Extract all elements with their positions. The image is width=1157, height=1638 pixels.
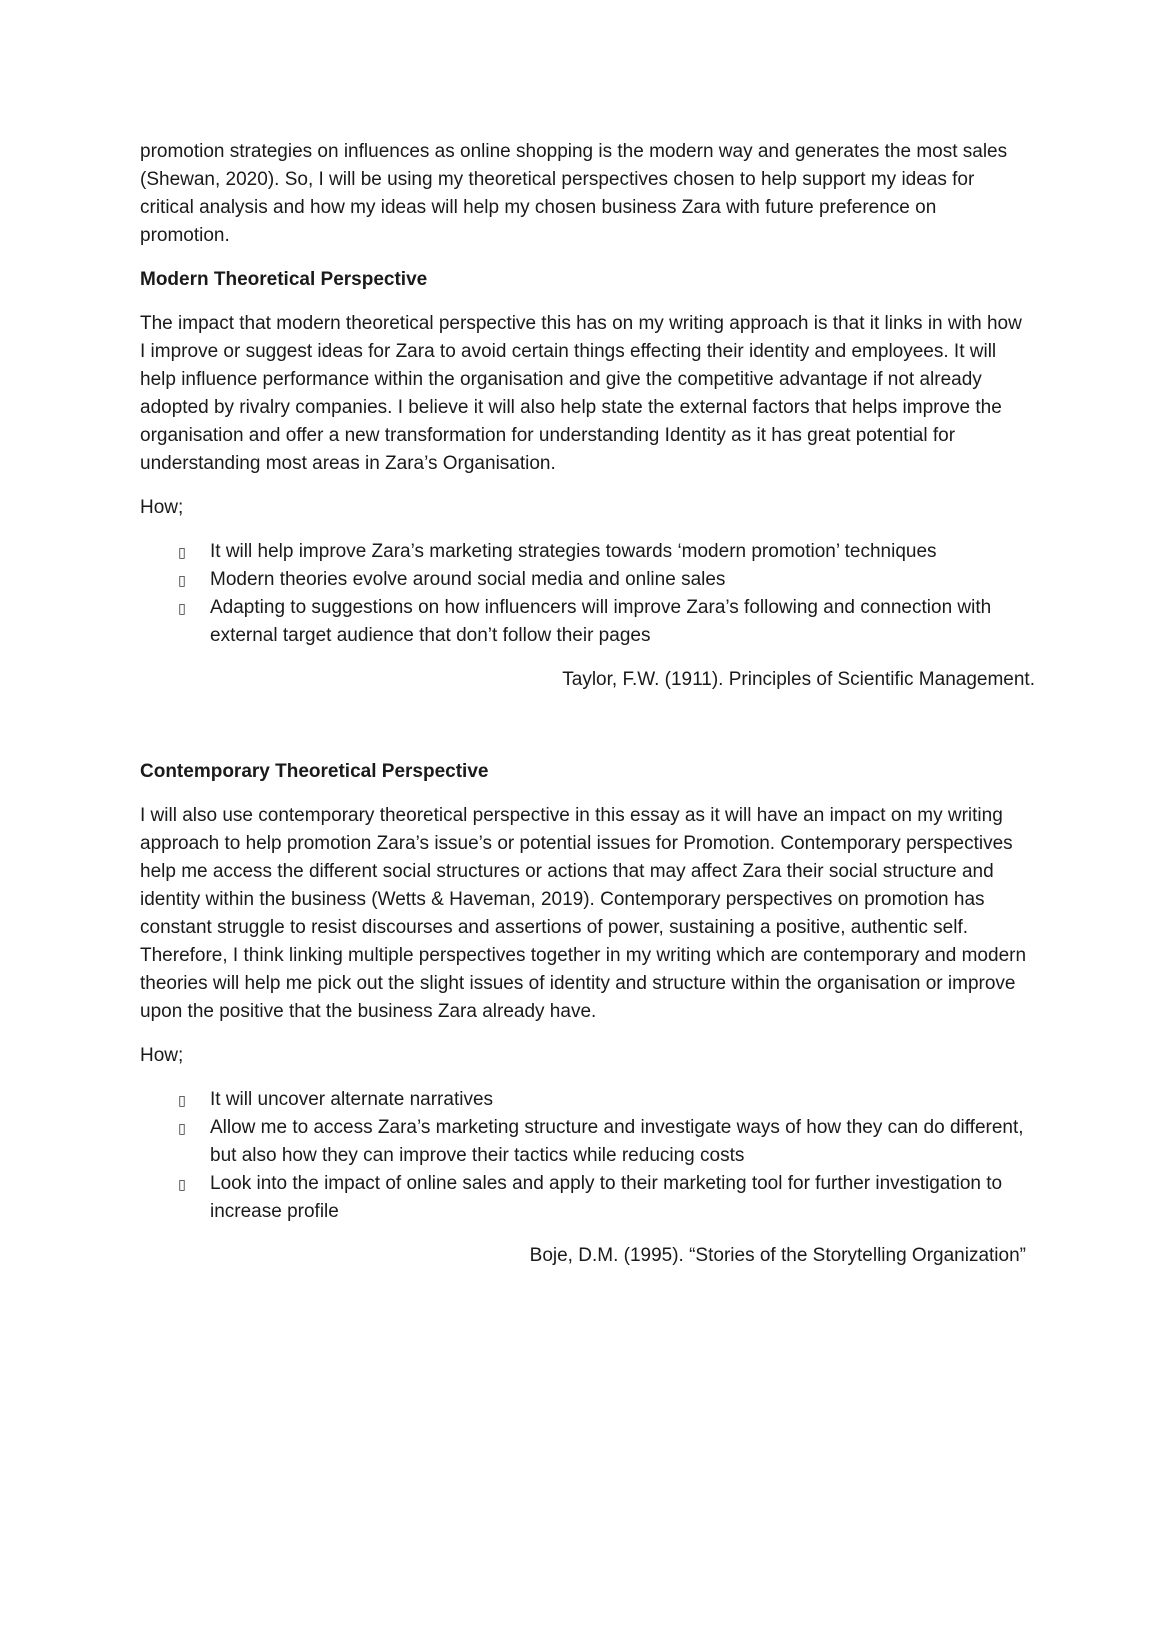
bullet-icon: ▯	[178, 572, 186, 588]
contemporary-citation: Boje, D.M. (1995). “Stories of the Storytelling Organization”	[529, 1245, 1026, 1266]
modern-paragraph: The impact that modern theoretical perspective this has on my writing approach is that it links in with how I improve or suggest ideas for Zara to avoid certain things effecting their identity and employees. It will help influence performance within the organisation and give the competitive advantage if not already adopted by rivalry companies. I believe it will also help state the external factors that helps improve the organisation and offer a new transformation for understanding Identity as it has great potential for understanding most areas in Zara’s Organisation.	[140, 313, 1022, 474]
list-item-text: It will help improve Zara’s marketing strategies towards ‘modern promotion’ techniques	[210, 541, 937, 562]
list-item	[140, 538, 1030, 566]
list-item-text: Allow me to access Zara’s marketing structure and investigate ways of how they can do different, but also how they can improve their tactics while reducing costs	[210, 1117, 1024, 1166]
bullet-icon: ▯	[178, 600, 186, 616]
bullet-icon: ▯	[178, 1092, 186, 1108]
modern-heading: Modern Theoretical Perspective	[140, 269, 428, 290]
modern-how-label: How;	[140, 497, 184, 518]
list-item	[140, 1114, 1030, 1170]
list-item-text: Look into the impact of online sales and apply to their marketing tool for further investigation to increase profile	[210, 1173, 1003, 1222]
list-item-text: It will uncover alternate narratives	[210, 1089, 494, 1110]
list-item	[140, 1086, 1030, 1114]
modern-bullet-list	[140, 538, 1030, 650]
bullet-icon: ▯	[178, 1120, 186, 1136]
list-item	[140, 1170, 1030, 1226]
modern-citation: Taylor, F.W. (1911). Principles of Scientific Management.	[562, 669, 1035, 690]
list-item-text: Modern theories evolve around social media and online sales	[210, 569, 726, 590]
contemporary-heading: Contemporary Theoretical Perspective	[140, 761, 489, 782]
list-item	[140, 594, 1030, 650]
contemporary-how-label: How;	[140, 1045, 184, 1066]
contemporary-bullet-list	[140, 1086, 1030, 1226]
contemporary-paragraph: I will also use contemporary theoretical perspective in this essay as it will have an impact on my writing approach to help promotion Zara’s issue’s or potential issues for Promotion. Contemporary perspectives help me access the different social structures or actions that may affect Zara their social structure and identity within the business (Wetts & Haveman, 2019). Contemporary perspectives on promotion has constant struggle to resist discourses and assertions of power, sustaining a positive, authentic self. Therefore, I think linking multiple perspectives together in my writing which are contemporary and modern theories will help me pick out the slight issues of identity and structure within the organisation or improve upon the positive that the business Zara already have.	[140, 805, 1027, 1022]
bullet-icon: ▯	[178, 1176, 186, 1192]
list-item-text: Adapting to suggestions on how influencers will improve Zara’s following and connection with external target audience that don’t follow their pages	[210, 597, 992, 646]
bullet-icon: ▯	[178, 544, 186, 560]
document-body	[140, 138, 1035, 1286]
section-spacer	[140, 710, 1030, 758]
intro-paragraph: promotion strategies on influences as online shopping is the modern way and generates the most sales (Shewan, 2020). So, I will be using my theoretical perspectives chosen to help support my ideas for critical analysis and how my ideas will help my chosen business Zara with future preference on promotion.	[140, 141, 1008, 246]
list-item	[140, 566, 1030, 594]
